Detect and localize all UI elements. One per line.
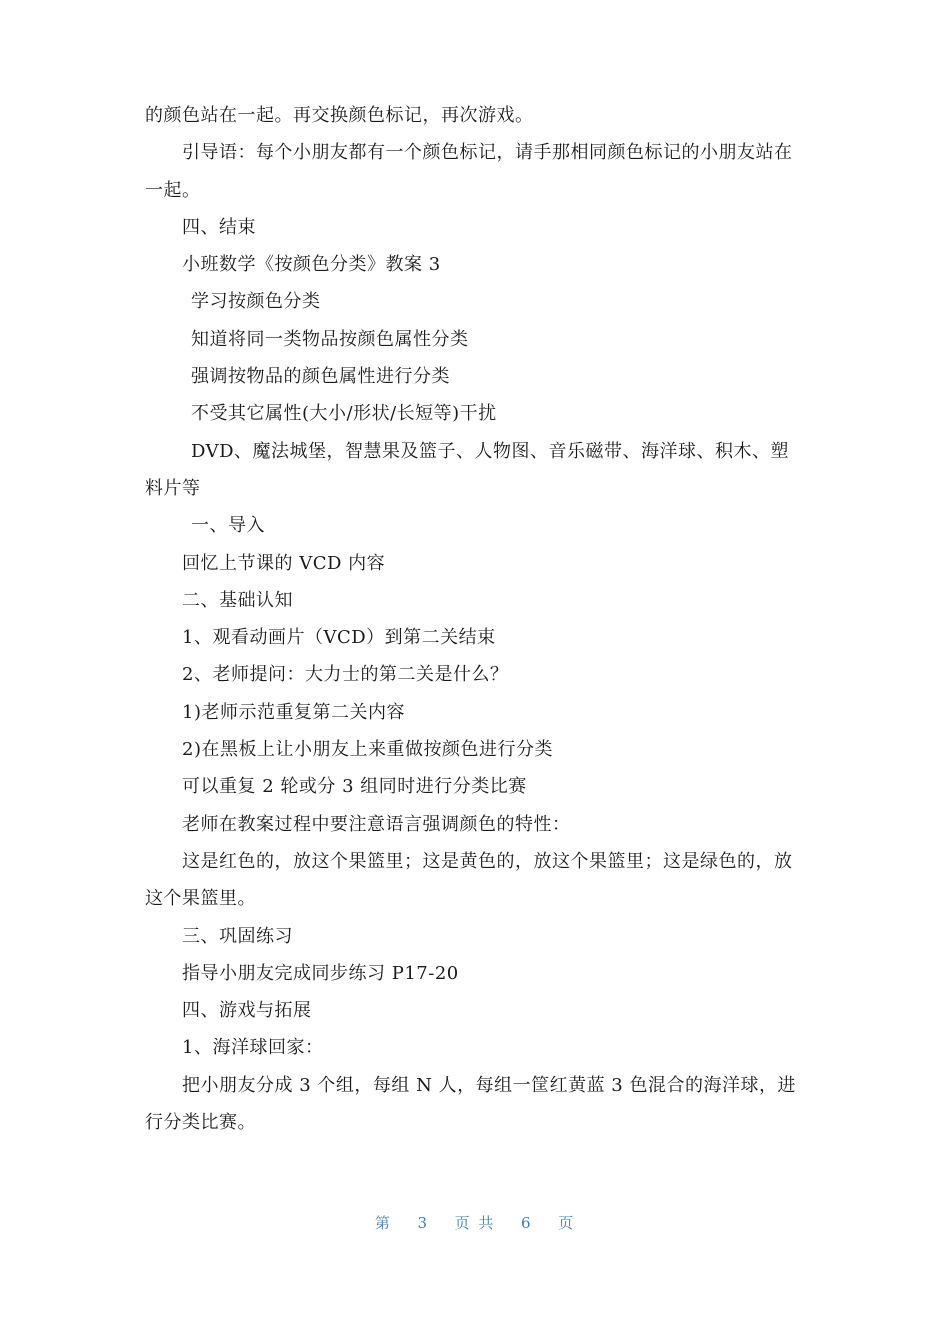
paragraph: 引导语：每个小朋友都有一个颜色标记，请手那相同颜色标记的小朋友站在一起。 [145,142,793,201]
paragraph: 知道将同一类物品按颜色属性分类 [191,328,469,350]
paragraph: 不受其它属性(大小/形状/长短等)干扰 [191,403,497,425]
current-page-number: 3 [417,1214,430,1232]
paragraph: 1、海洋球回家： [182,1037,324,1059]
paragraph: 1)老师示范重复第二关内容 [182,701,405,723]
paragraph: 老师在教案过程中要注意语言强调颜色的特性： [182,813,571,835]
paragraph: 学习按颜色分类 [191,291,321,313]
section-heading: 一、导入 [191,515,265,537]
paragraph: 可以重复 2 轮或分 3 组同时进行分类比赛 [182,776,527,798]
lesson-title: 小班数学《按颜色分类》教案 3 [182,254,441,276]
page-footer [0,1212,950,1233]
footer-prefix: 第 [374,1214,392,1232]
section-heading: 四、结束 [182,216,256,238]
paragraph: DVD、魔法城堡，智慧果及篮子、人物图、音乐磁带、海洋球、积木、塑料片等 [145,440,790,499]
paragraph: 强调按物品的颜色属性进行分类 [191,366,450,388]
paragraph: 1、观看动画片（VCD）到第二关结束 [182,627,496,649]
paragraph: 指导小朋友完成同步练习 P17-20 [182,962,459,984]
total-page-number: 6 [520,1214,533,1232]
document-body [145,97,797,1141]
section-heading: 二、基础认知 [182,589,293,611]
paragraph: 的颜色站在一起。再交换颜色标记，再次游戏。 [145,105,534,126]
paragraph: 把小朋友分成 3 个组，每组 N 人，每组一筐红黄蓝 3 色混合的海洋球，进行分类比赛。 [145,1074,796,1134]
paragraph: 这是红色的，放这个果篮里；这是黄色的，放这个果篮里；这是绿色的，放这个果篮里。 [145,850,793,910]
section-heading: 三、巩固练习 [182,925,293,947]
section-heading: 四、游戏与拓展 [182,1000,312,1022]
paragraph: 2、老师提问：大力士的第二关是什么？ [182,664,509,686]
paragraph: 回忆上节课的 VCD 内容 [182,552,386,574]
footer-middle: 页 共 [454,1214,496,1232]
footer-suffix: 页 [558,1214,576,1232]
paragraph: 2)在黑板上让小朋友上来重做按颜色进行分类 [182,739,553,761]
